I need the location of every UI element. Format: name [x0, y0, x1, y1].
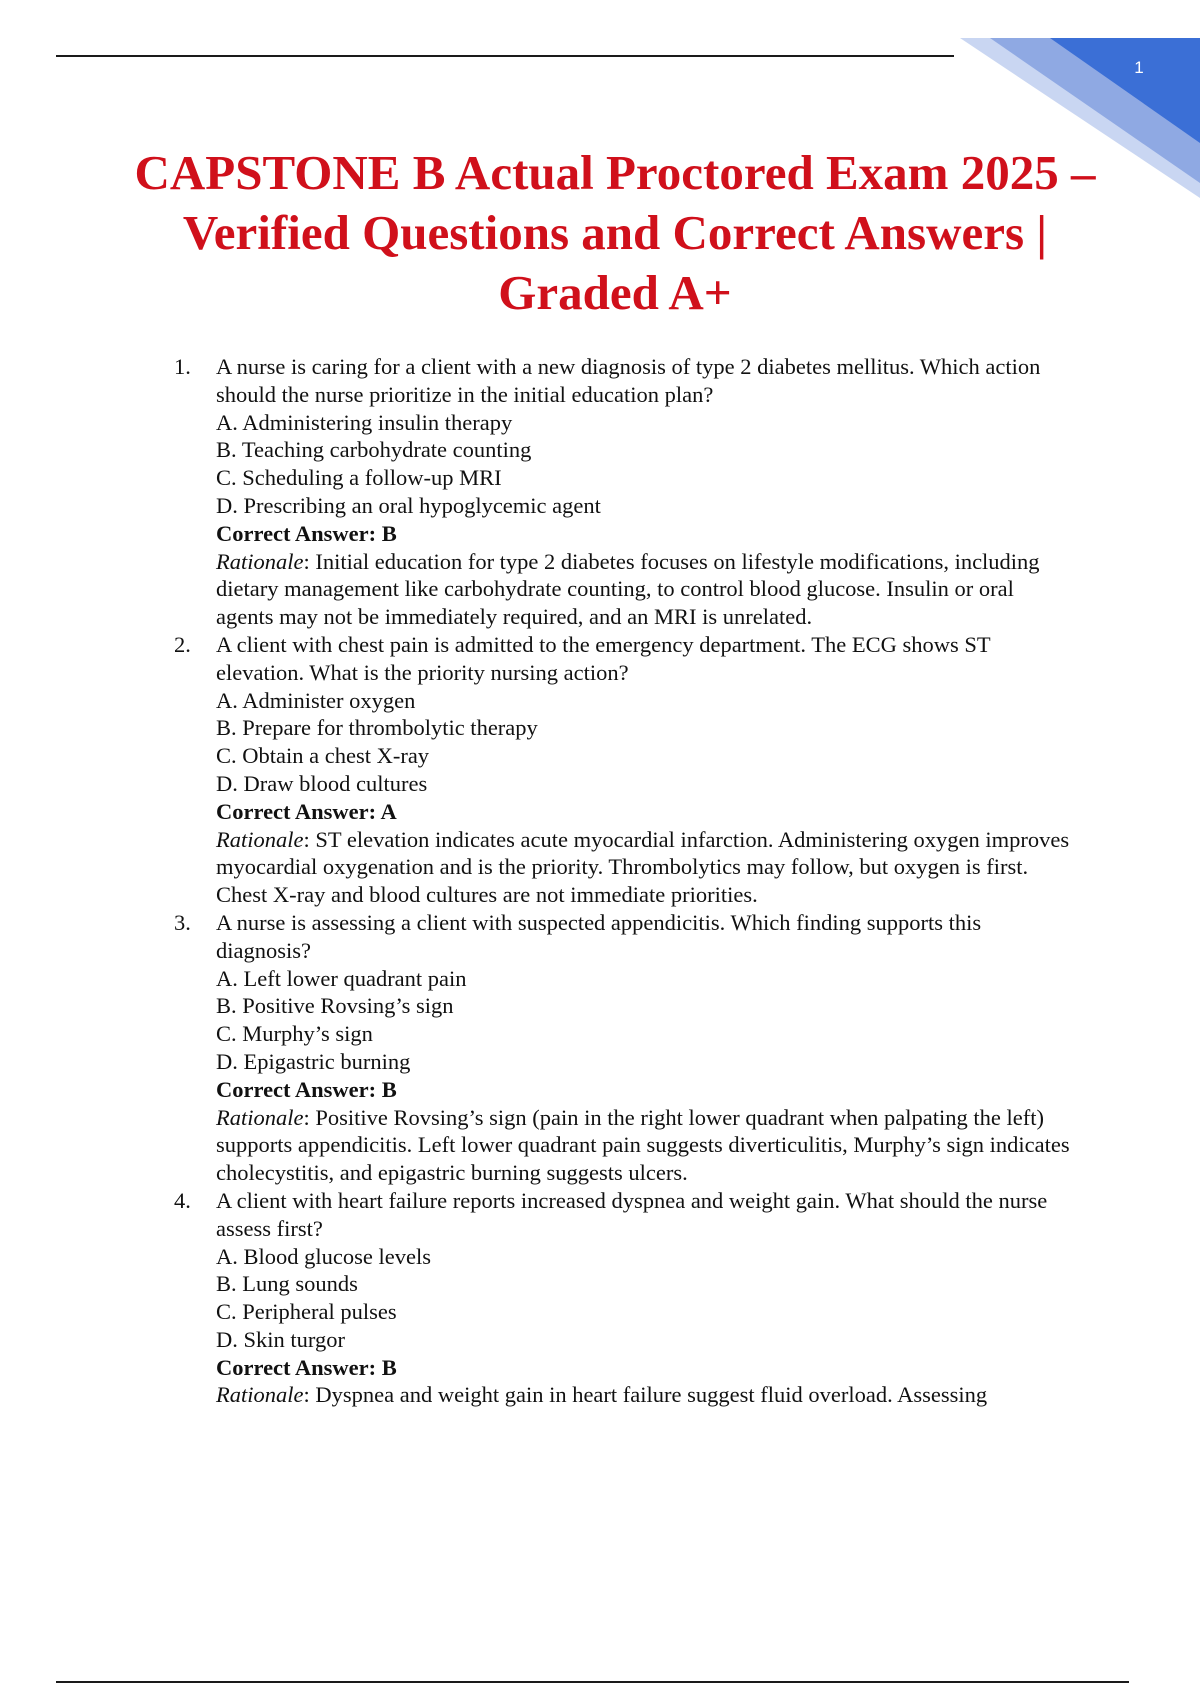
- answer-option: B. Lung sounds: [216, 1271, 358, 1297]
- correct-answer-label: Correct Answer:: [216, 1354, 377, 1380]
- question-number: 2.: [174, 631, 191, 657]
- correct-answer-letter: A: [380, 798, 397, 824]
- footer-rule: [56, 1681, 1129, 1683]
- question-number: 3.: [174, 909, 191, 935]
- rationale-text: ST elevation indicates acute myocardial infarction. Administering oxygen improves myocardial oxygenation and is the priority. Thrombolytics may follow, but oxygen is first. Chest X-ray and blood cultures are not immediate priorities.: [216, 826, 1070, 908]
- answer-option: C. Obtain a chest X-ray: [216, 743, 430, 769]
- correct-answer-letter: B: [381, 520, 397, 546]
- answer-option: D. Draw blood cultures: [216, 770, 428, 796]
- answer-option: B. Prepare for thrombolytic therapy: [216, 715, 538, 741]
- document-title: CAPSTONE B Actual Proctored Exam 2025 – Verified Questions and Correct Answers | Graded A+: [134, 145, 1096, 320]
- question-number: 4.: [174, 1187, 191, 1213]
- rationale-label: Rationale: [216, 548, 304, 574]
- answer-option: A. Administering insulin therapy: [216, 409, 513, 435]
- correct-answer-label: Correct Answer:: [216, 798, 377, 824]
- answer-option: D. Prescribing an oral hypoglycemic agent: [216, 492, 601, 518]
- answer-option: C. Murphy’s sign: [216, 1021, 373, 1047]
- question-text: A client with chest pain is admitted to the emergency department. The ECG shows ST elevation. What is the priority nursing action?: [216, 631, 991, 685]
- rationale: Rationale: Dyspnea and weight gain in heart failure suggest fluid overload. Assessing: [216, 1382, 988, 1408]
- question-item: [174, 909, 1074, 1187]
- question-text: A nurse is assessing a client with suspected appendicitis. Which finding supports this diagnosis?: [216, 909, 982, 963]
- question-text: A nurse is caring for a client with a new diagnosis of type 2 diabetes mellitus. Which action should the nurse prioritize in the initial education plan?: [216, 354, 1041, 407]
- question-text: A client with heart failure reports increased dyspnea and weight gain. What should the nurse assess first?: [216, 1187, 1048, 1241]
- rationale: Rationale: ST elevation indicates acute myocardial infarction. Administering oxygen improves myocardial oxygenation and is the priority. Thrombolytics may follow, but oxygen is first. Chest X-ray and blood cultures are not immediate priorities.: [216, 826, 1070, 908]
- answer-option: C. Peripheral pulses: [216, 1299, 397, 1325]
- correct-answer-letter: B: [381, 1076, 397, 1102]
- answer-option: C. Scheduling a follow-up MRI: [216, 465, 502, 491]
- rationale-text: Positive Rovsing’s sign (pain in the right lower quadrant when palpating the left) supports appendicitis. Left lower quadrant pain suggests diverticulitis, Murphy’s sign indicates cholecystitis, and epigastric burning suggests ulcers.: [216, 1104, 1070, 1186]
- rationale-label: Rationale: [216, 1382, 304, 1408]
- question-list: [174, 353, 1074, 1409]
- page-number: 1: [1134, 58, 1144, 77]
- answer-option: B. Teaching carbohydrate counting: [216, 437, 532, 463]
- rationale-label: Rationale: [216, 1104, 304, 1130]
- correct-answer-letter: B: [381, 1354, 397, 1380]
- answer-option: A. Blood glucose levels: [216, 1243, 431, 1269]
- correct-answer: [216, 1076, 1074, 1104]
- correct-answer-label: Correct Answer:: [216, 1076, 377, 1102]
- rationale-label: Rationale: [216, 826, 304, 852]
- answer-option: B. Positive Rovsing’s sign: [216, 993, 454, 1019]
- correct-answer: [216, 520, 1074, 548]
- answer-option: D. Skin turgor: [216, 1326, 345, 1352]
- answer-option: A. Administer oxygen: [216, 687, 416, 713]
- rationale-text: Initial education for type 2 diabetes focuses on lifestyle modifications, including dietary management like carbohydrate counting, to control blood glucose. Insulin or oral agents may not be immediately required, and an MRI is unrelated.: [216, 548, 1040, 630]
- correct-answer-label: Correct Answer:: [216, 520, 377, 546]
- question-number: 1.: [174, 354, 191, 379]
- question-item: [174, 353, 1074, 631]
- answer-option: A. Left lower quadrant pain: [216, 965, 467, 991]
- question-item: [174, 631, 1074, 909]
- question-item: [174, 1187, 1074, 1409]
- correct-answer: [216, 1354, 1074, 1382]
- header-rule: [56, 55, 954, 57]
- rationale: Rationale: Positive Rovsing’s sign (pain in the right lower quadrant when palpating the left) supports appendicitis. Left lower quadrant pain suggests diverticulitis, Murphy’s sign indicates cholecystitis, and epigastric burning suggests ulcers.: [216, 1104, 1070, 1186]
- correct-answer: [216, 798, 1074, 826]
- rationale-text: Dyspnea and weight gain in heart failure suggest fluid overload. Assessing: [315, 1382, 988, 1408]
- rationale: Rationale: Initial education for type 2 diabetes focuses on lifestyle modifications, including dietary management like carbohydrate counting, to control blood glucose. Insulin or oral agents may not be immediately required, and an MRI is unrelated.: [216, 548, 1040, 630]
- answer-option: D. Epigastric burning: [216, 1048, 411, 1074]
